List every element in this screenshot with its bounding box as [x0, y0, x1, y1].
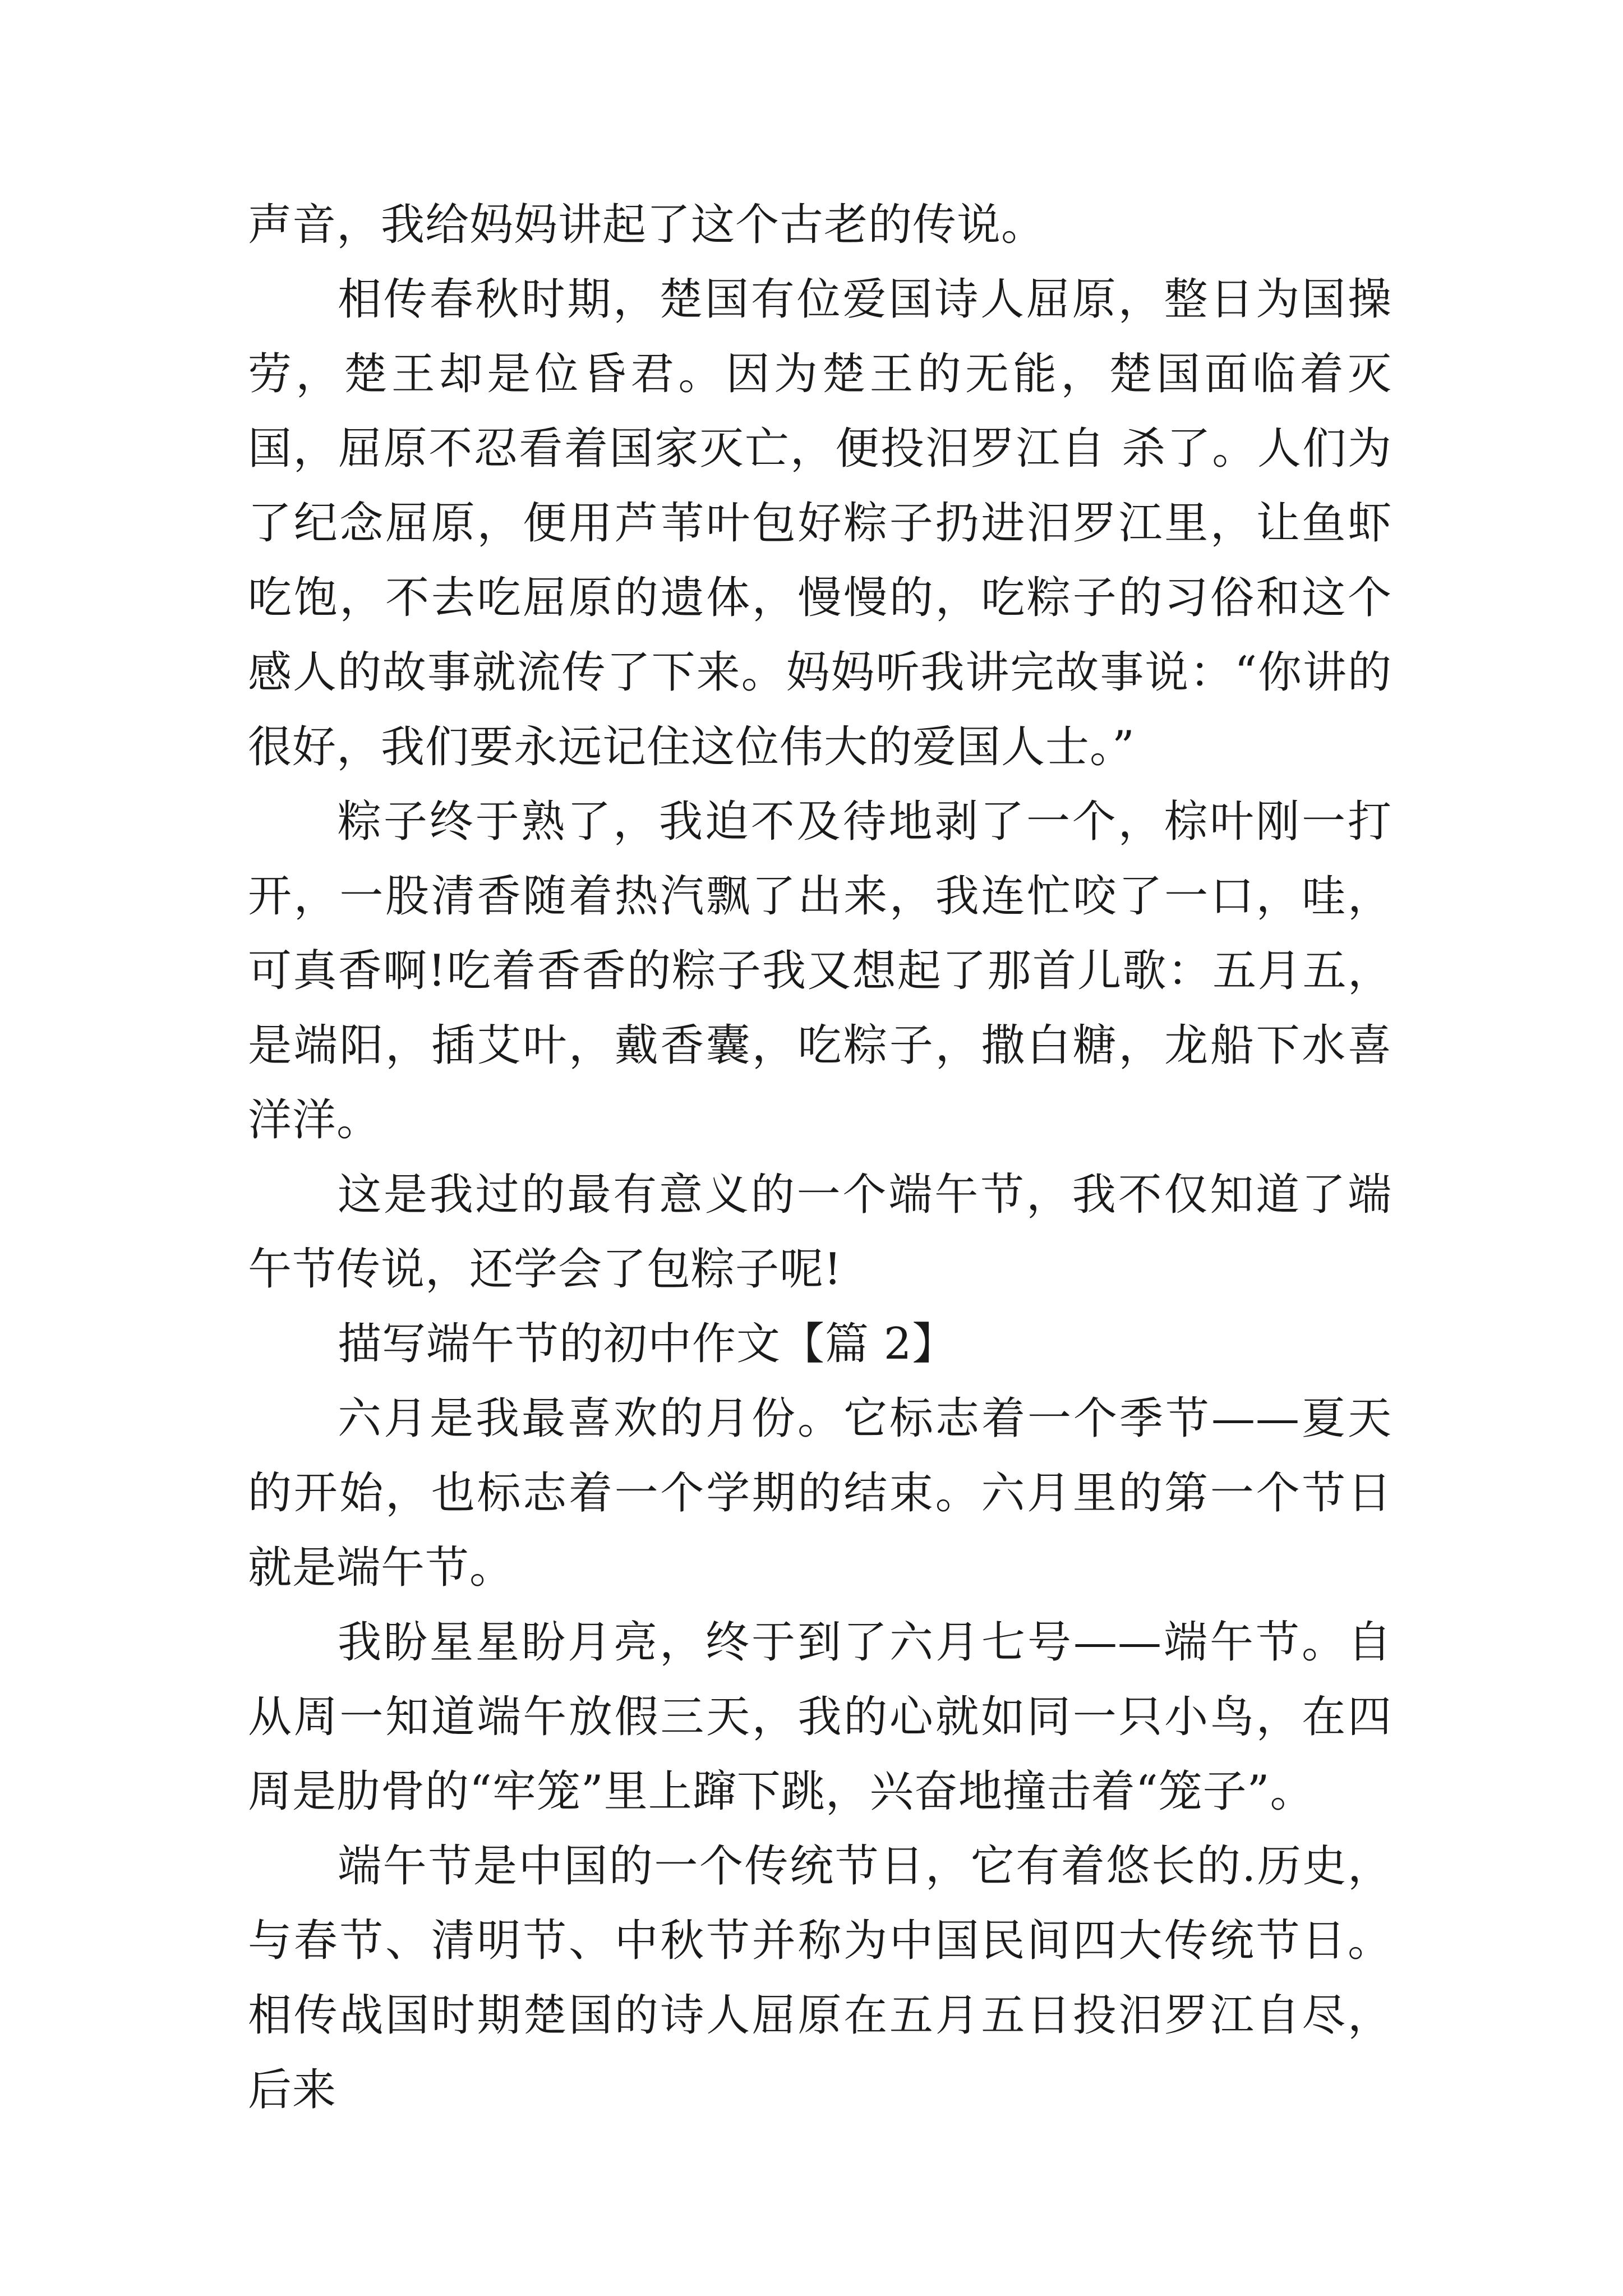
section-heading-part-2: 描写端午节的初中作文【篇 2】: [338, 1319, 957, 1369]
paragraph-conclusion: 这是我过的最有意义的一个端午节，我不仅知道了端午节传说，还学会了包粽子呢!: [248, 1170, 1392, 1295]
paragraph-qu-yuan-legend: 相传春秋时期，楚国有位爱国诗人屈原，整日为国操劳，楚王却是位昏君。因为楚王的无能，楚国面临着灭国，屈原不忍看着国家灭亡，便投汨罗江自 杀了。人们为了纪念屈原，便用芦苇叶包好粽子扔进汨罗江里，让鱼虾吃饱，不去吃屈原的遗体，慢慢的，吃粽子的习俗和这个感人的故事就流传了下来。妈妈听我讲完故事说：“你讲的很好，我们要永远记住这位伟大的爱国人士。”: [248, 274, 1392, 772]
paragraph-waiting: 我盼星星盼月亮，终于到了六月七号——端午节。自从周一知道端午放假三天，我的心就如同一只小鸟，在四周是肋骨的“牢笼”里上蹿下跳，兴奋地撞击着“笼子”。: [248, 1617, 1392, 1817]
paragraph-eating-zongzi: 粽子终于熟了，我迫不及待地剥了一个，棕叶刚一打开，一股清香随着热汽飘了出来，我连忙咬了一口，哇，可真香啊!吃着香香的粽子我又想起了那首儿歌：五月五，是端阳，插艾叶，戴香囊，吃粽子，撒白糖，龙船下水喜洋洋。: [248, 797, 1392, 1145]
paragraph-june: 六月是我最喜欢的月份。它标志着一个季节——夏天的开始，也标志着一个学期的结束。六月里的第一个节日就是端午节。: [248, 1393, 1392, 1593]
essay-body: [248, 188, 1392, 2128]
paragraph-festival-history: 端午节是中国的一个传统节日，它有着悠长的.历史，与春节、清明节、中秋节并称为中国民间四大传统节日。相传战国时期楚国的诗人屈原在五月五日投汨罗江自尽，后来: [248, 1841, 1392, 2115]
paragraph-legend-intro-end: 声音，我给妈妈讲起了这个古老的传说。: [248, 200, 1046, 250]
